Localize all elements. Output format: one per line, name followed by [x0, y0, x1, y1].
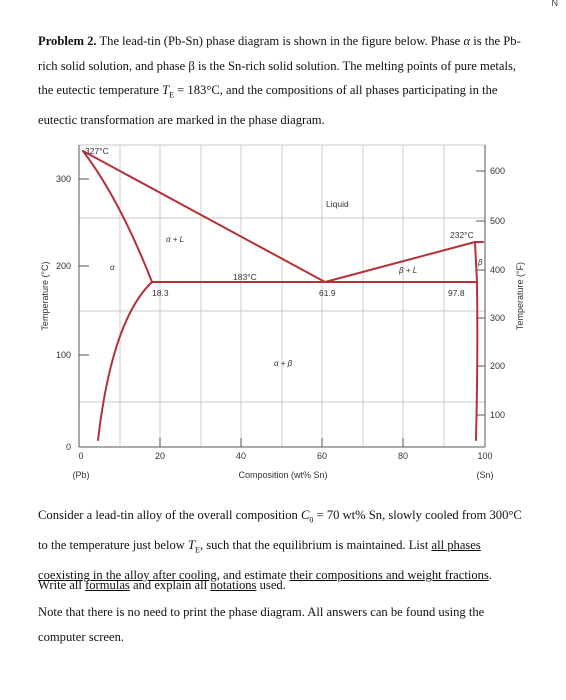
- note-paragraph: [38, 600, 488, 649]
- question-text-4: , and estimate: [216, 568, 290, 583]
- te-subscript: E: [169, 90, 175, 100]
- yf-tick-300: 300: [490, 313, 506, 323]
- annotation-comp-beta: 97.8: [448, 288, 465, 298]
- x-tick-0: 0: [78, 451, 84, 461]
- x-end-sn: (Sn): [476, 470, 494, 480]
- y-tick-100: 100: [55, 350, 71, 360]
- annotation-comp-liquid: 61.9: [319, 288, 336, 298]
- annotation-pb-melt: 327°C: [85, 146, 109, 156]
- x-tick-100: 100: [477, 451, 493, 461]
- problem-text-3: = 183°C, and the compositions of all phases participating in the eutectic transformation are marked in the phase diagram.: [38, 83, 498, 128]
- liquidus-right: [325, 242, 475, 282]
- x-tick-80: 80: [397, 451, 409, 461]
- yf-tick-100: 100: [490, 410, 506, 420]
- region-alpha: α: [110, 263, 115, 272]
- solvus-right: [476, 282, 477, 440]
- yf-tick-500: 500: [490, 216, 506, 226]
- question-underline-phases: all phases coexisting in the alloy after cooling: [38, 538, 481, 583]
- te-symbol: T: [162, 83, 170, 97]
- note-text: Note that there is no need to print the phase diagram. All answers can be found using the computer screen.: [38, 605, 485, 644]
- x-end-pb: (Pb): [72, 470, 90, 480]
- y-tick-300: 300: [55, 174, 71, 184]
- question-text-3: , such that the equilibrium is maintained. List: [199, 538, 432, 553]
- y-axis-label-right: Temperature (°F): [515, 261, 525, 331]
- region-beta-l: β + L: [399, 266, 418, 275]
- region-alpha-l: α + L: [166, 235, 185, 244]
- annotation-sn-melt: 232°C: [450, 230, 474, 240]
- phase-boundaries: [83, 151, 483, 440]
- question-text-2: = 70 wt% Sn, slowly cooled from 300°C to the temperature just below: [38, 508, 522, 553]
- instruction-text-1: Write all: [38, 578, 86, 592]
- yf-tick-400: 400: [490, 265, 506, 275]
- problem-text-2: is the Pb-rich solid solution, and phase β is the Sn-rich solid solution. The melting points of pure metals, the eutectic temperature: [38, 34, 521, 97]
- c0-subscript: 0: [309, 515, 314, 525]
- x-tick-60: 60: [316, 451, 328, 461]
- yf-tick-600: 600: [490, 166, 506, 176]
- instruction-paragraph: [38, 573, 530, 598]
- instruction-underline-formulas: formulas: [85, 578, 130, 592]
- x-tick-40: 40: [235, 451, 247, 461]
- instruction-underline-notations: notations: [210, 578, 257, 592]
- instruction-text-3: used.: [256, 578, 286, 592]
- solidus-right: [475, 242, 477, 282]
- alpha-symbol: α: [463, 34, 471, 48]
- x-axis-label: Composition (wt% Sn): [238, 470, 328, 480]
- question-text-1: Consider a lead-tin alloy of the overall composition: [38, 508, 302, 522]
- question-underline-fractions: their compositions and weight fractions: [289, 568, 489, 583]
- y-axis-label-left: Temperature (°C): [40, 261, 50, 331]
- region-liquid: Liquid: [326, 199, 349, 209]
- annotation-comp-alpha: 18.3: [152, 288, 169, 298]
- annotation-eutectic-temp: 183°C: [233, 272, 257, 282]
- corner-mark: N: [551, 0, 558, 8]
- region-alpha-beta: α + β: [274, 359, 293, 368]
- question-text-5: .: [488, 568, 492, 583]
- problem-text-1: The lead-tin (Pb-Sn) phase diagram is shown in the figure below. Phase: [96, 34, 464, 48]
- c0-symbol: C: [301, 508, 310, 522]
- problem-label: Problem 2.: [38, 34, 97, 48]
- yf-tick-200: 200: [490, 361, 506, 371]
- solvus-left: [98, 282, 152, 440]
- y-tick-200: 200: [55, 261, 71, 271]
- te-subscript-2: E: [195, 545, 200, 555]
- instruction-text-2: and explain all: [129, 578, 211, 592]
- liquidus-left: [83, 151, 325, 282]
- y-tick-0: 0: [65, 442, 71, 452]
- region-beta: β: [478, 258, 483, 267]
- te-symbol-2: T: [188, 538, 196, 553]
- x-tick-20: 20: [154, 451, 166, 461]
